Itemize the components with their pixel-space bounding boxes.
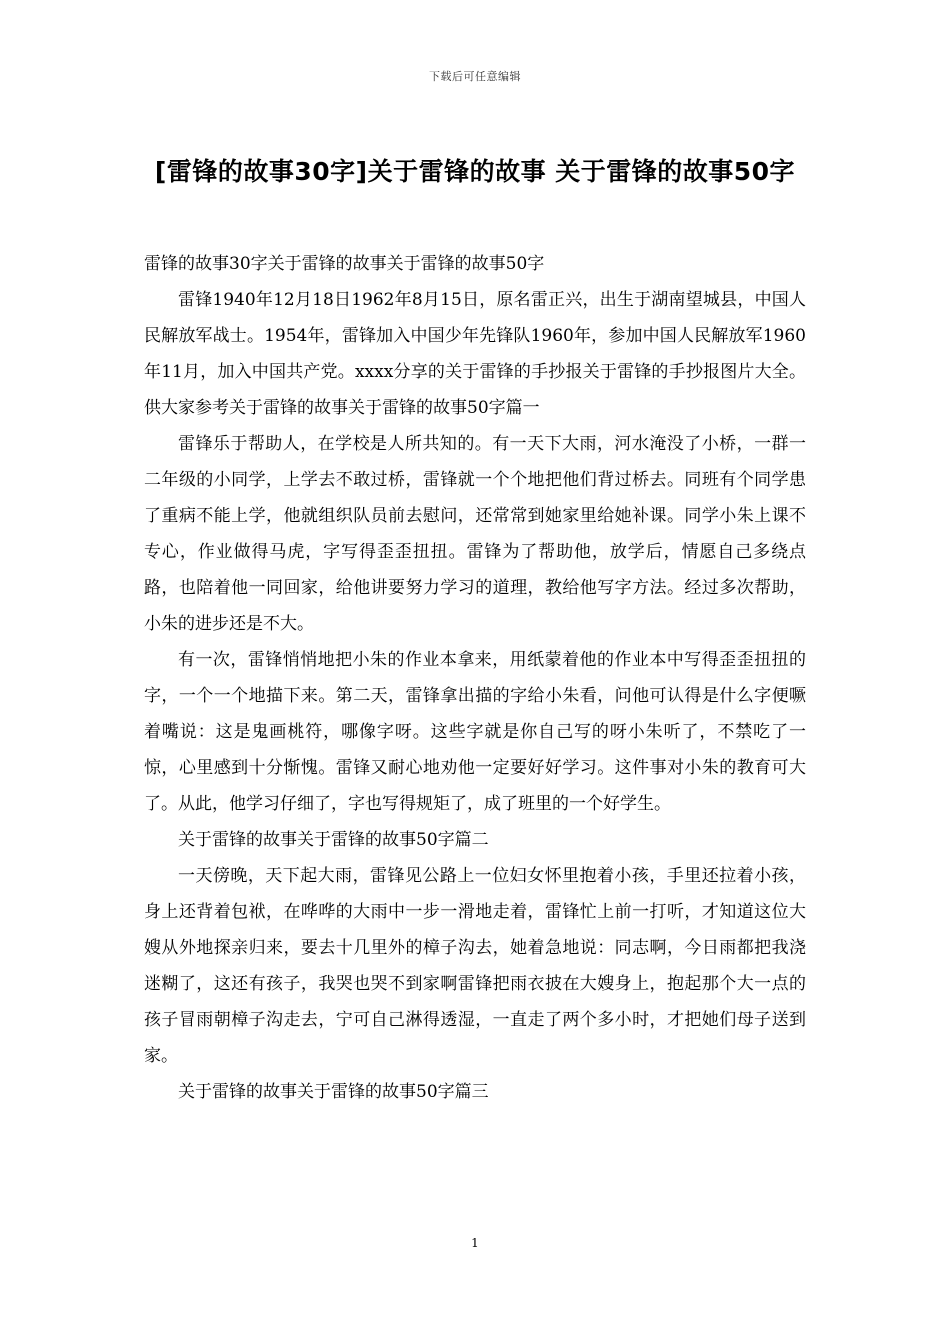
section-heading: 关于雷锋的故事关于雷锋的故事50字篇三	[178, 1082, 489, 1102]
body-paragraph: 雷锋乐于帮助人，在学校是人所共知的。有一天下大雨，河水淹没了小桥，一群一二年级的小同学，上学去不敢过桥，雷锋就一个个地把他们背过桥去。同班有个同学患了重病不能上学，他就组织队员前去慰问，还常常到她家里给她补课。同学小朱上课不专心，作业做得马虎，字写得歪歪扭扭。雷锋为了帮助他，放学后，情愿自己多绕点路，也陪着他一同回家，给他讲要努力学习的道理，教给他写字方法。经过多次帮助，小朱的进步还是不大。	[144, 434, 806, 634]
subtitle-paragraph: 雷锋的故事30字关于雷锋的故事关于雷锋的故事50字	[144, 254, 545, 274]
header-note: 下载后可任意编辑	[429, 70, 521, 83]
body-paragraph: 雷锋1940年12月18日1962年8月15日，原名雷正兴，出生于湖南望城县，中国人民解放军战士。1954年，雷锋加入中国少年先锋队1960年，参加中国人民解放军1960年11月，加入中国共产党。xxxx分享的关于雷锋的手抄报关于雷锋的手抄报图片大全。供大家参考关于雷锋的故事关于雷锋的故事50字篇一	[144, 290, 806, 418]
section-heading: 关于雷锋的故事关于雷锋的故事50字篇二	[178, 830, 489, 850]
body-paragraph: 一天傍晚，天下起大雨，雷锋见公路上一位妇女怀里抱着小孩，手里还拉着小孩，身上还背着包袱，在哗哗的大雨中一步一滑地走着，雷锋忙上前一打听，才知道这位大嫂从外地探亲归来，要去十几里外的樟子沟去，她着急地说：同志啊，今日雨都把我浇迷糊了，这还有孩子，我哭也哭不到家啊雷锋把雨衣披在大嫂身上，抱起那个大一点的孩子冒雨朝樟子沟走去，宁可自己淋得透湿，一直走了两个多小时，才把她们母子送到家。	[144, 866, 806, 1066]
document-title: [雷锋的故事30字]关于雷锋的故事 关于雷锋的故事50字	[154, 157, 796, 186]
body-paragraph: 有一次，雷锋悄悄地把小朱的作业本拿来，用纸蒙着他的作业本中写得歪歪扭扭的字，一个一个地描下来。第二天，雷锋拿出描的字给小朱看，问他可认得是什么字便噘着嘴说：这是鬼画桃符，哪像字呀。这些字就是你自己写的呀小朱听了，不禁吃了一惊，心里感到十分惭愧。雷锋又耐心地劝他一定要好好学习。这件事对小朱的教育可大了。从此，他学习仔细了，字也写得规矩了，成了班里的一个好学生。	[144, 650, 806, 814]
document-body	[144, 246, 806, 1110]
page-number: 1	[471, 1236, 479, 1250]
